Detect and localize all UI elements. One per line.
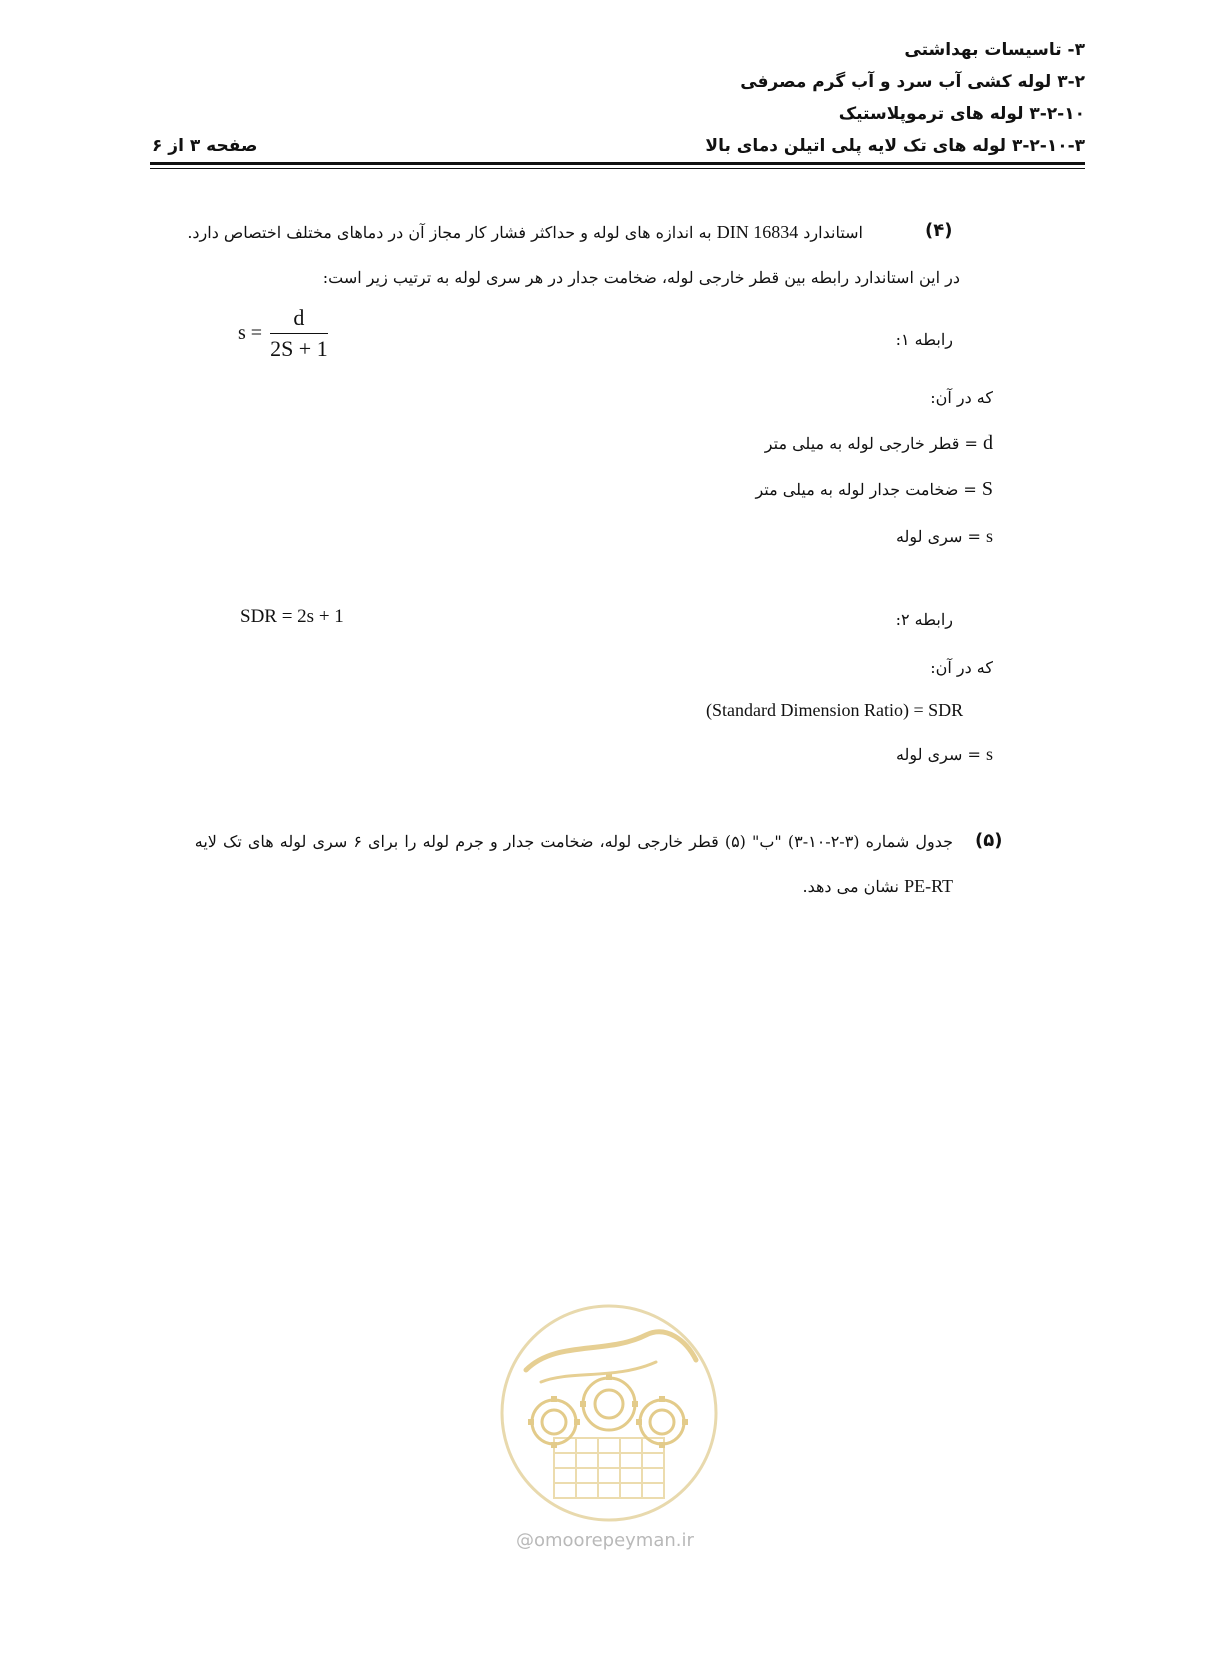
- relation-2-definition-s-text: = سری لوله: [895, 745, 981, 764]
- header-line-1: ۳- تاسیسات بهداشتی: [904, 40, 1085, 60]
- symbol-s: s: [985, 526, 993, 546]
- page-number: صفحه ۳ از ۶: [152, 136, 258, 156]
- relation-1-where: که در آن:: [930, 388, 993, 407]
- item-4-post: به اندازه های لوله و حداکثر فشار کار مجاز آن در دماهای مختلف اختصاص دارد.: [187, 223, 712, 242]
- fraction-numerator: d: [270, 305, 328, 334]
- relation-1-lhs: s =: [238, 322, 263, 344]
- watermark-url: @omoorepeyman.ir: [516, 1530, 694, 1551]
- symbol-d: d: [983, 432, 993, 454]
- relation-2-formula: SDR = 2s + 1: [240, 606, 344, 627]
- pe-rt-code: PE-RT: [904, 876, 953, 896]
- header-rule-thin: [150, 168, 1085, 169]
- header-rule-thick: [150, 162, 1085, 165]
- relation-1-label: رابطه ۱:: [895, 330, 953, 349]
- item-4-pre: استاندارد: [803, 223, 863, 242]
- relation-2-where: که در آن:: [930, 658, 993, 677]
- item-5-number: (۵): [975, 830, 1003, 851]
- watermark-logo: [496, 1300, 722, 1526]
- item-5-line-1: جدول شماره (۳-۲-۱۰-۳) "ب" (۵) قطر خارجی لوله، ضخامت جدار و جرم لوله را برای ۶ سری لوله های تک لایه: [194, 832, 953, 851]
- item-4-line-2: در این استاندارد رابطه بین قطر خارجی لوله، ضخامت جدار در هر سری لوله به ترتیب زیر است:: [322, 268, 960, 287]
- symbol-S: S: [981, 478, 993, 500]
- relation-1-fraction: [270, 305, 328, 362]
- definition-S-text: = ضخامت جدار لوله به میلی متر: [755, 480, 977, 499]
- fraction-denominator: 2S + 1: [270, 336, 328, 361]
- relation-2-definition-s: [896, 744, 993, 765]
- din-standard: DIN 16834: [716, 222, 799, 242]
- relation-2-label: رابطه ۲:: [895, 610, 953, 629]
- item-5-line-2-text: نشان می دهد.: [802, 877, 899, 896]
- watermark-emblem-icon: [496, 1300, 722, 1526]
- header-line-2: ۳-۲ لوله کشی آب سرد و آب گرم مصرفی: [740, 72, 1085, 92]
- definition-d-text: = قطر خارجی لوله به میلی متر: [764, 434, 978, 453]
- definition-d: [765, 432, 993, 455]
- item-4-number: (۴): [925, 220, 953, 241]
- definition-S: [755, 478, 993, 501]
- item-5-line-2: [803, 876, 954, 897]
- item-4-line-1: [187, 222, 863, 243]
- relation-1-formula: [238, 305, 328, 362]
- relation-2-symbol-s: s: [985, 744, 993, 764]
- definition-s: [896, 526, 993, 547]
- definition-s-text: = سری لوله: [895, 527, 981, 546]
- header-line-3: ۳-۲-۱۰ لوله های ترموپلاستیک: [838, 104, 1085, 124]
- sdr-definition: (Standard Dimension Ratio) = SDR: [706, 700, 964, 720]
- header-line-4: ۳-۲-۱۰-۳ لوله های تک لایه پلی اتیلن دمای بالا: [705, 136, 1085, 156]
